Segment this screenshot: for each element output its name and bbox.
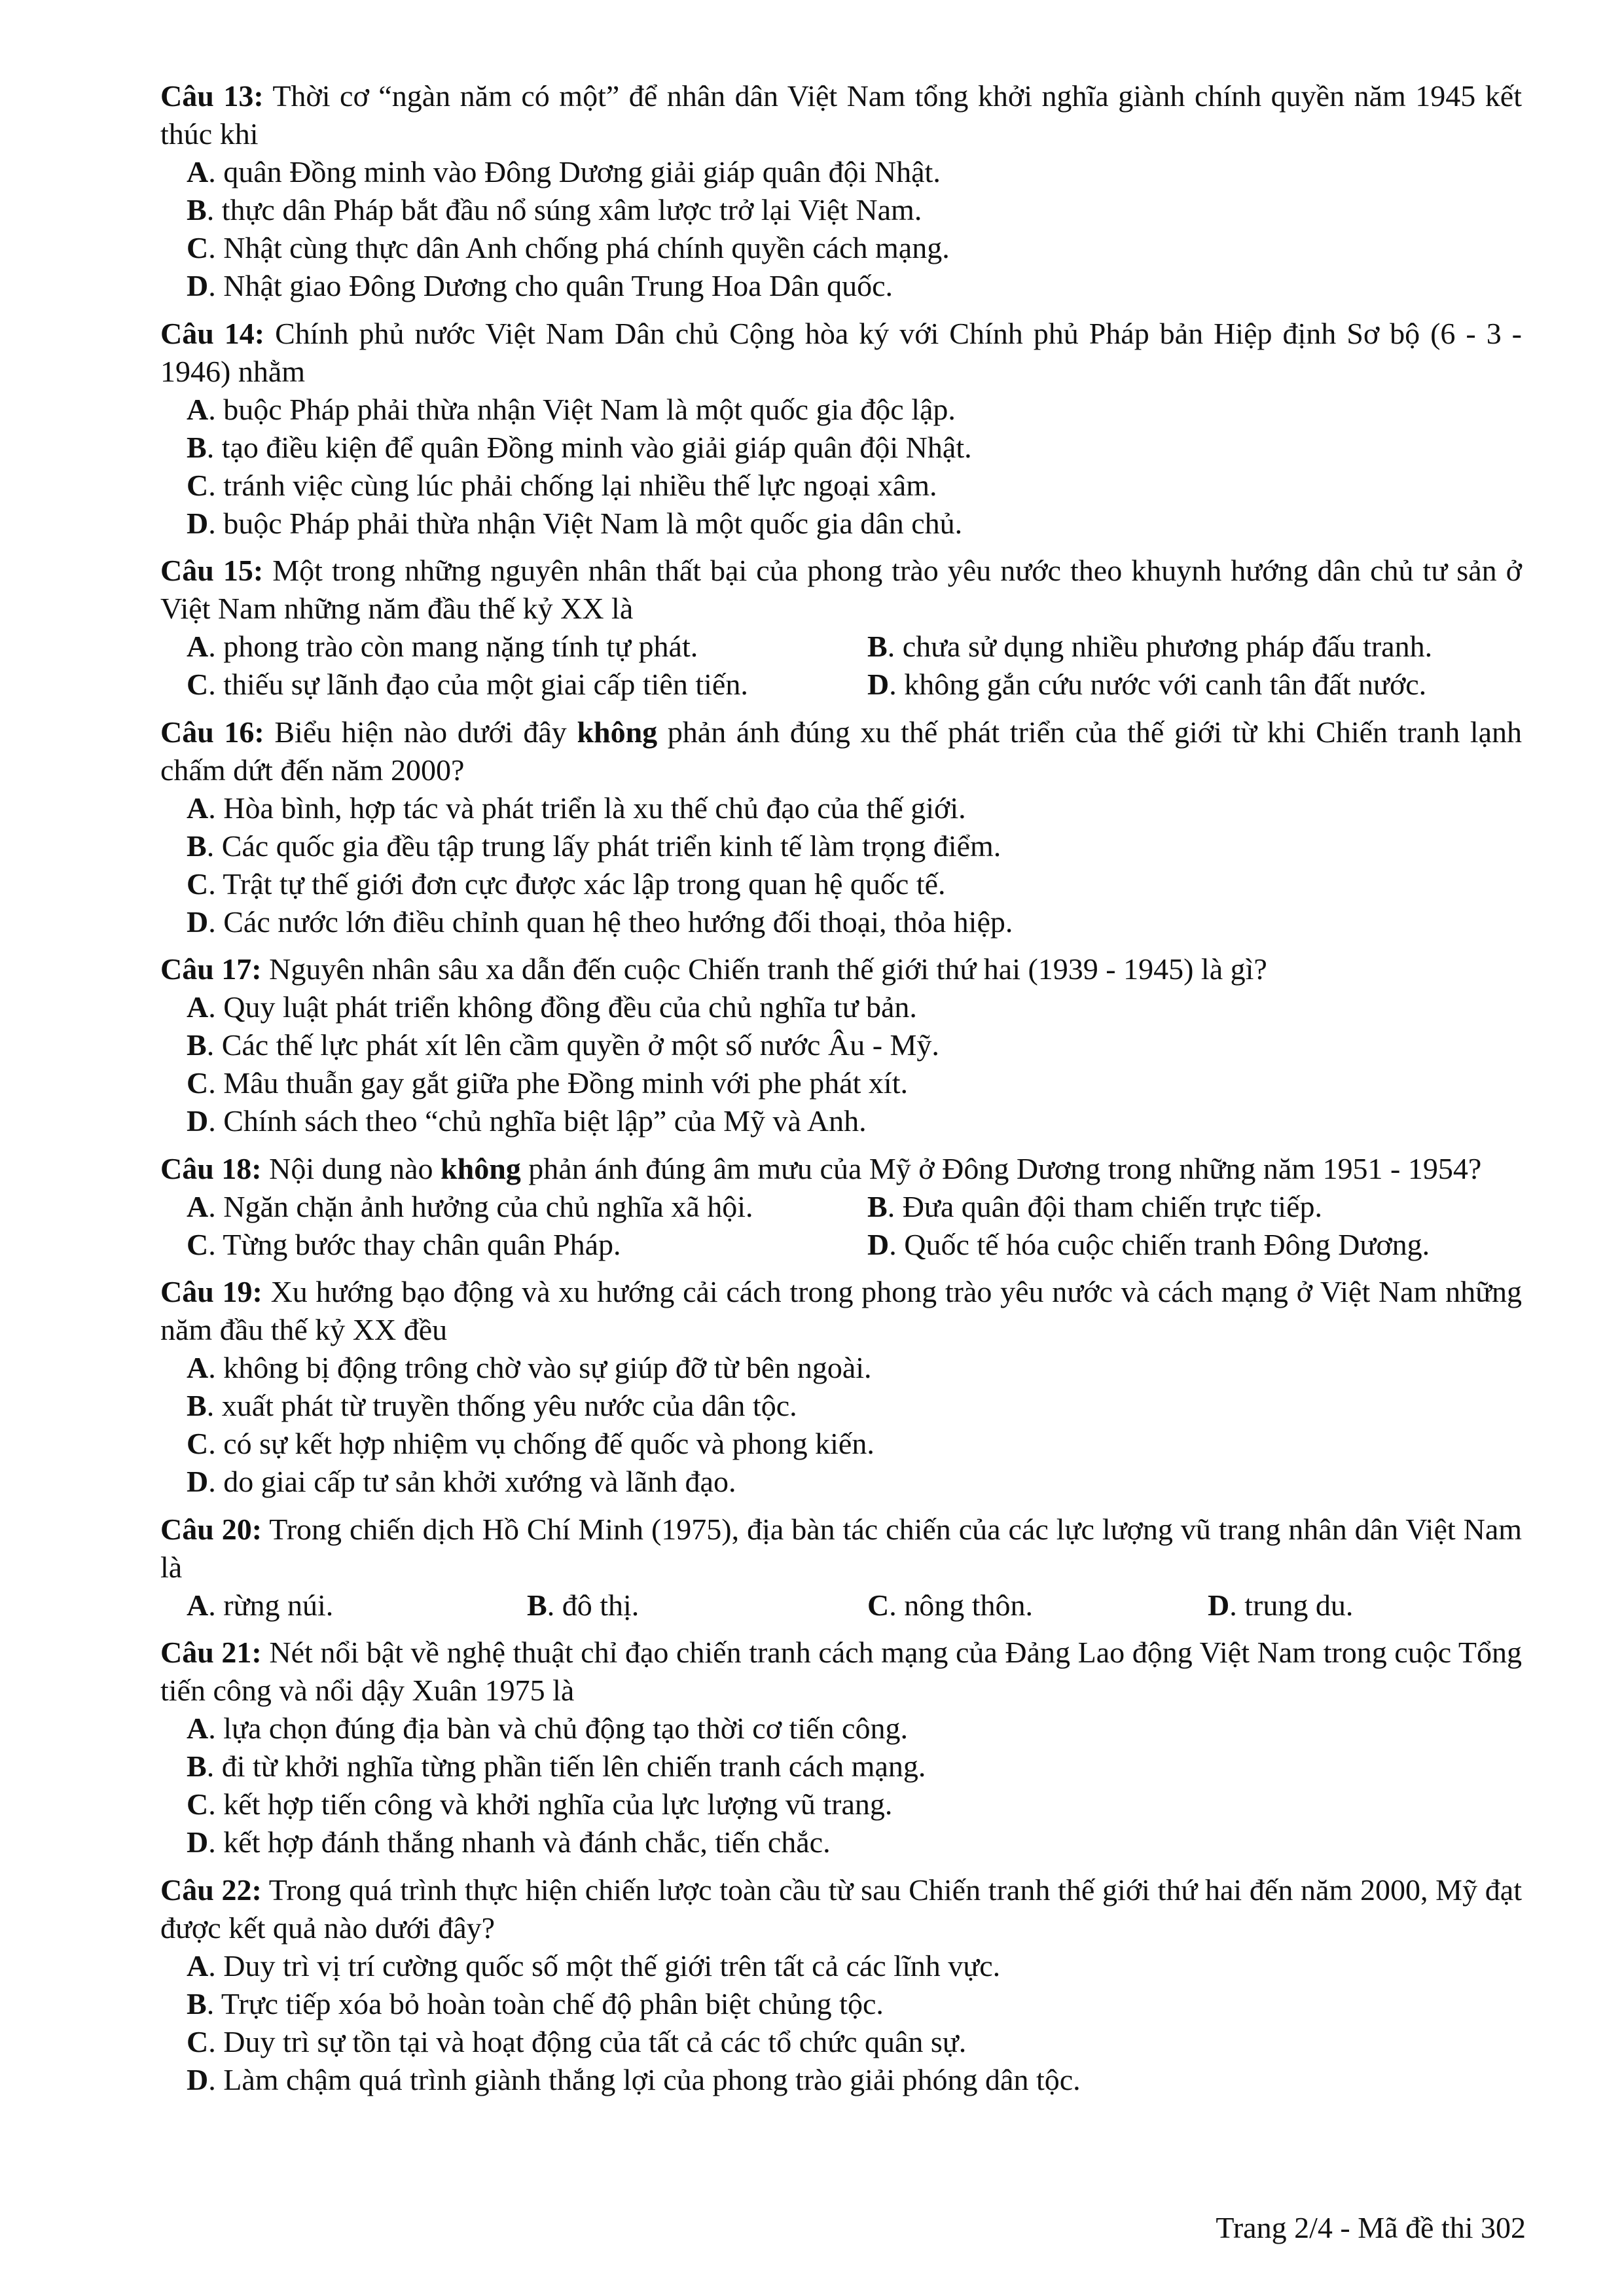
page-footer: Trang 2/4 - Mã đề thi 302 [1216,2211,1526,2244]
question-stem [160,552,1522,628]
question-17 [160,950,1522,1140]
question-22 [160,1871,1522,2099]
option-a: A. rừng núi. [187,1588,334,1622]
option-a: A. lựa chọn đúng địa bàn và chủ động tạo thời cơ tiến công. [187,1712,908,1745]
option-c: C. Trật tự thế giới đơn cực được xác lập trong quan hệ quốc tế. [187,867,946,901]
question-number: Câu 21: [160,1636,262,1669]
question-text: Xu hướng bạo động và xu hướng cải cách trong phong trào yêu nước và cách mạng ở Việt Nam những năm đầu thế kỷ XX đều [160,1275,1523,1346]
option-b: B. Các thế lực phát xít lên cầm quyền ở một số nước Âu - Mỹ. [187,1028,939,1062]
option-a: A. phong trào còn mang nặng tính tự phát. [187,630,698,663]
option-c: C. tránh việc cùng lúc phải chống lại nhiều thế lực ngoại xâm. [187,468,937,502]
option-d: D. trung du. [1208,1588,1354,1622]
option-c: C. kết hợp tiến công và khởi nghĩa của lực lượng vũ trang. [187,1787,893,1821]
question-number: Câu 18: [160,1151,262,1185]
options-grid [160,628,1522,704]
question-stem: Câu 18: Nội dung nào không phản ánh đúng âm mưu của Mỹ ở Đông Dương trong những năm 1951 - 1954? [160,1151,1482,1185]
option-b: B. Trực tiếp xóa bỏ hoàn toàn chế độ phân biệt chủng tộc. [187,1986,884,2020]
question-16 [160,713,1522,941]
option-a: A. Duy trì vị trí cường quốc số một thế giới trên tất cả các lĩnh vực. [187,1948,1001,1982]
option-b: B. thực dân Pháp bắt đầu nổ súng xâm lược trở lại Việt Nam. [187,193,922,226]
option-a: A. Ngăn chặn ảnh hưởng của chủ nghĩa xã hội. [187,1189,753,1223]
option-c: C. Duy trì sự tồn tại và hoạt động của tất cả các tổ chức quân sự. [187,2024,967,2058]
option-b: B. xuất phát từ truyền thống yêu nước của dân tộc. [187,1389,797,1422]
question-number: Câu 17: [160,952,262,986]
question-13 [160,77,1522,305]
question-number: Câu 14: [160,316,265,350]
question-stem [160,1511,1522,1587]
option-a: A. không bị động trông chờ vào sự giúp đỡ từ bên ngoài. [187,1351,872,1384]
option-a: A. quân Đồng minh vào Đông Dương giải giáp quân đội Nhật. [187,155,941,188]
question-19 [160,1273,1522,1501]
question-stem [160,77,1522,153]
option-c: C. thiếu sự lãnh đạo của một giai cấp tiên tiến. [187,668,748,701]
question-stem [160,315,1522,391]
option-c: C. Nhật cùng thực dân Anh chống phá chính quyền cách mạng. [187,231,950,264]
question-text: Trong chiến dịch Hồ Chí Minh (1975), địa bàn tác chiến của các lực lượng vũ trang nhân dân Việt Nam là [160,1512,1523,1584]
question-text: Thời cơ “ngàn năm có một” để nhân dân Việt Nam tổng khởi nghĩa giành chính quyền năm 1945 kết thúc khi [160,79,1523,151]
question-text: Trong quá trình thực hiện chiến lược toàn cầu từ sau Chiến tranh thế giới thứ hai đến năm 2000, Mỹ đạt được kết quả nào dưới đây? [160,1873,1522,1945]
question-stem [160,1634,1522,1710]
option-d: D. Nhật giao Đông Dương cho quân Trung Hoa Dân quốc. [187,269,893,302]
question-number: Câu 20: [160,1512,262,1546]
option-b: B. đô thị. [527,1588,640,1622]
question-number: Câu 22: [160,1873,262,1907]
option-d: D. Các nước lớn điều chỉnh quan hệ theo hướng đối thoại, thỏa hiệp. [187,905,1013,939]
question-text: Nét nổi bật về nghệ thuật chỉ đạo chiến tranh cách mạng của Đảng Lao động Việt Nam trong cuộc Tổng tiến công và nổi dậy Xuân 1975 là [160,1636,1523,1707]
question-stem [160,950,1522,988]
option-d: D. Quốc tế hóa cuộc chiến tranh Đông Dương. [867,1227,1430,1261]
option-b: B. tạo điều kiện để quân Đồng minh vào giải giáp quân đội Nhật. [187,430,972,464]
option-c: C. Từng bước thay chân quân Pháp. [187,1227,621,1261]
question-text: Nguyên nhân sâu xa dẫn đến cuộc Chiến tranh thế giới thứ hai (1939 - 1945) là gì? [269,952,1267,986]
option-d: D. Làm chậm quá trình giành thắng lợi của phong trào giải phóng dân tộc. [187,2062,1081,2096]
question-number: Câu 13: [160,79,264,113]
option-d: D. kết hợp đánh thắng nhanh và đánh chắc, tiến chắc. [187,1825,831,1859]
option-a: A. buộc Pháp phải thừa nhận Việt Nam là một quốc gia độc lập. [187,392,956,426]
option-a: A. Hòa bình, hợp tác và phát triển là xu thế chủ đạo của thế giới. [187,791,966,825]
option-d: D. buộc Pháp phải thừa nhận Việt Nam là một quốc gia dân chủ. [187,506,963,540]
option-a: A. Quy luật phát triển không đồng đều của chủ nghĩa tư bản. [187,990,917,1024]
option-b: B. Đưa quân đội tham chiến trực tiếp. [867,1189,1322,1223]
question-18 [160,1150,1522,1264]
option-c: C. có sự kết hợp nhiệm vụ chống đế quốc và phong kiến. [187,1427,875,1460]
question-21 [160,1634,1522,1861]
option-c: C. nông thôn. [867,1588,1034,1622]
option-d: D. do giai cấp tư sản khởi xướng và lãnh đạo. [187,1465,736,1498]
option-d: D. không gắn cứu nước với canh tân đất nước. [867,668,1427,701]
question-stem: Câu 16: Biểu hiện nào dưới đây không phản ánh đúng xu thế phát triển của thế giới từ khi Chiến tranh lạnh chấm dứt đến năm 2000? [160,715,1523,787]
options-grid [160,1587,1522,1624]
question-20 [160,1511,1522,1624]
question-number: Câu 15: [160,554,264,587]
option-b: B. đi từ khởi nghĩa từng phần tiến lên chiến tranh cách mạng. [187,1749,926,1783]
emphasis-not: không [441,1151,521,1185]
question-number: Câu 19: [160,1275,262,1308]
emphasis-not: không [577,715,658,749]
question-stem [160,1871,1522,1947]
option-c: C. Mâu thuẫn gay gắt giữa phe Đồng minh với phe phát xít. [187,1066,908,1100]
question-stem [160,1273,1522,1349]
question-text: Một trong những nguyên nhân thất bại của phong trào yêu nước theo khuynh hướng dân chủ tư sản ở Việt Nam những năm đầu thế kỷ XX là [160,554,1523,625]
question-text: Chính phủ nước Việt Nam Dân chủ Cộng hòa ký với Chính phủ Pháp bản Hiệp định Sơ bộ (6 - 3 - 1946) nhằm [160,316,1523,388]
option-b: B. Các quốc gia đều tập trung lấy phát triển kinh tế làm trọng điểm. [187,829,1001,863]
exam-page [160,77,1522,2108]
options-grid [160,1188,1522,1264]
option-b: B. chưa sử dụng nhiều phương pháp đấu tranh. [867,630,1433,663]
option-d: D. Chính sách theo “chủ nghĩa biệt lập” của Mỹ và Anh. [187,1104,867,1138]
question-14 [160,315,1522,543]
question-number: Câu 16: [160,715,264,749]
question-15 [160,552,1522,704]
